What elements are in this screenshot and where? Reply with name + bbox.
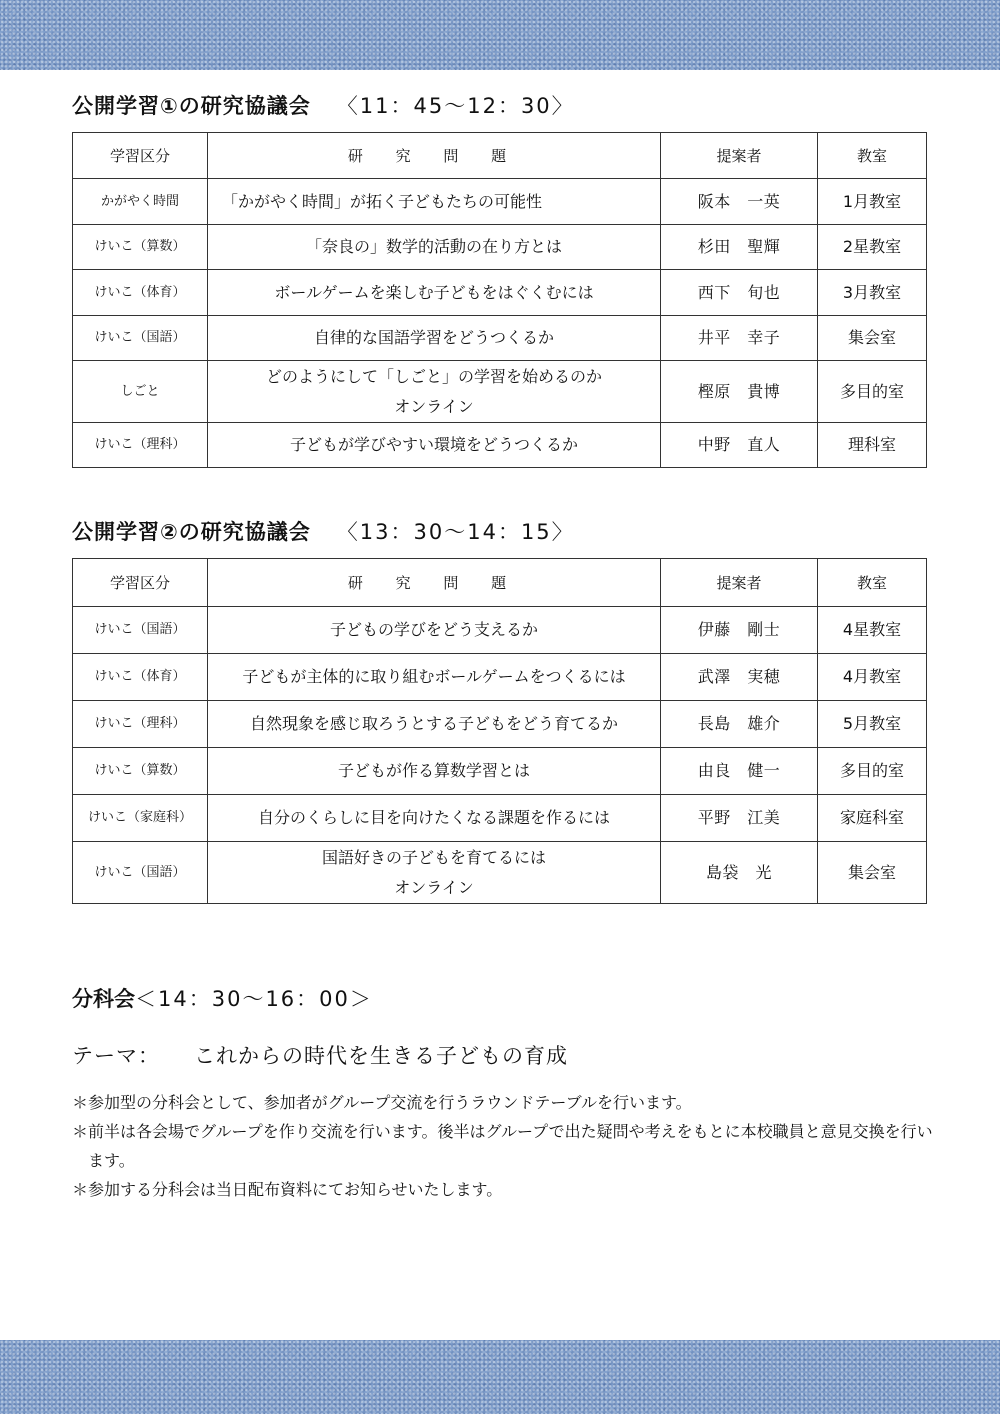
row-presenter: 島袋 光	[661, 842, 818, 904]
row-presenter: 井平 幸子	[661, 316, 818, 361]
session2-table	[72, 558, 927, 904]
table-header-row	[73, 559, 927, 607]
row-topic: 子どもの学びをどう支えるか	[208, 607, 661, 654]
session1-time: 〈11：45〜12：30〉	[336, 94, 575, 118]
header-category: 学習区分	[73, 559, 208, 607]
row-category: けいこ（国語）	[73, 607, 208, 654]
note-item: ＊前半は各会場でグループを作り交流を行います。後半はグループで出た疑問や考えをもとに本校職員と意見交換を行います。	[72, 1122, 933, 1170]
decorative-bottom-band	[0, 1340, 1000, 1414]
theme-line	[72, 1040, 568, 1070]
session1-heading	[72, 90, 575, 120]
theme-label: テーマ：	[72, 1044, 160, 1068]
table-row	[73, 748, 927, 795]
row-topic: 子どもが学びやすい環境をどうつくるか	[208, 423, 661, 468]
header-category: 学習区分	[73, 133, 208, 179]
row-topic-line2: オンライン	[394, 396, 474, 416]
row-category: けいこ（理科）	[73, 423, 208, 468]
decorative-top-band	[0, 0, 1000, 70]
table-row	[73, 701, 927, 748]
row-topic: 自然現象を感じ取ろうとする子どもをどう育てるか	[208, 701, 661, 748]
row-category: けいこ（体育）	[73, 654, 208, 701]
table-row	[73, 842, 927, 904]
row-topic: ボールゲームを楽しむ子どもをはぐくむには	[208, 270, 661, 316]
row-topic	[208, 361, 661, 423]
row-presenter: 西下 旬也	[661, 270, 818, 316]
table-row	[73, 654, 927, 701]
header-topic: 研 究 問 題	[208, 133, 661, 179]
row-room: 2星教室	[818, 225, 927, 270]
table-row	[73, 795, 927, 842]
table-header-row	[73, 133, 927, 179]
row-room: 理科室	[818, 423, 927, 468]
row-room: 1月教室	[818, 179, 927, 225]
table-row	[73, 316, 927, 361]
row-presenter: 由良 健一	[661, 748, 818, 795]
row-category: けいこ（国語）	[73, 316, 208, 361]
row-topic-line1: 国語好きの子どもを育てるには	[321, 847, 546, 867]
row-room: 3月教室	[818, 270, 927, 316]
bunkakai-time: ＜14：30〜16：00＞	[135, 987, 373, 1011]
row-presenter: 中野 直人	[661, 423, 818, 468]
table-row	[73, 179, 927, 225]
table-row	[73, 270, 927, 316]
row-room: 多目的室	[818, 361, 927, 423]
row-category: けいこ（体育）	[73, 270, 208, 316]
table-row	[73, 607, 927, 654]
row-topic: 「かがやく時間」が拓く子どもたちの可能性	[208, 179, 661, 225]
row-presenter: 樫原 貴博	[661, 361, 818, 423]
session2-title: 公開学習②の研究協議会	[72, 520, 311, 544]
note-item: ＊参加型の分科会として、参加者がグループ交流を行うラウンドテーブルを行います。	[72, 1093, 692, 1112]
row-category: けいこ（国語）	[73, 842, 208, 904]
row-presenter: 伊藤 剛士	[661, 607, 818, 654]
bunkakai-title: 分科会	[72, 987, 135, 1011]
row-topic: 子どもが作る算数学習とは	[208, 748, 661, 795]
table-row	[73, 361, 927, 423]
notes-list	[72, 1088, 934, 1204]
bunkakai-heading	[72, 983, 373, 1013]
row-topic: 自律的な国語学習をどうつくるか	[208, 316, 661, 361]
header-topic: 研 究 問 題	[208, 559, 661, 607]
note-item: ＊参加する分科会は当日配布資料にてお知らせいたします。	[72, 1180, 503, 1199]
row-presenter: 阪本 一英	[661, 179, 818, 225]
header-presenter: 提案者	[661, 133, 818, 179]
row-room: 集会室	[818, 842, 927, 904]
table-row	[73, 423, 927, 468]
row-room: 5月教室	[818, 701, 927, 748]
row-topic	[208, 842, 661, 904]
row-room: 多目的室	[818, 748, 927, 795]
row-presenter: 平野 江美	[661, 795, 818, 842]
session1-title: 公開学習①の研究協議会	[72, 94, 311, 118]
row-presenter: 長島 雄介	[661, 701, 818, 748]
session2-heading	[72, 516, 575, 546]
row-topic-line1: どのようにして「しごと」の学習を始めるのか	[265, 366, 602, 386]
header-presenter: 提案者	[661, 559, 818, 607]
row-presenter: 杉田 聖輝	[661, 225, 818, 270]
header-room: 教室	[818, 559, 927, 607]
session2-time: 〈13：30〜14：15〉	[336, 520, 575, 544]
header-room: 教室	[818, 133, 927, 179]
row-category: けいこ（算数）	[73, 748, 208, 795]
row-category: かがやく時間	[73, 179, 208, 225]
row-topic-line2: オンライン	[394, 877, 474, 897]
row-presenter: 武澤 実穂	[661, 654, 818, 701]
row-topic: 子どもが主体的に取り組むボールゲームをつくるには	[208, 654, 661, 701]
session1-table	[72, 132, 927, 468]
row-category: けいこ（算数）	[73, 225, 208, 270]
row-room: 家庭科室	[818, 795, 927, 842]
row-room: 集会室	[818, 316, 927, 361]
table-row	[73, 225, 927, 270]
row-category: しごと	[73, 361, 208, 423]
row-room: 4星教室	[818, 607, 927, 654]
row-category: けいこ（理科）	[73, 701, 208, 748]
row-topic: 「奈良の」数学的活動の在り方とは	[208, 225, 661, 270]
row-room: 4月教室	[818, 654, 927, 701]
row-category: けいこ（家庭科）	[73, 795, 208, 842]
theme-text: これからの時代を生きる子どもの育成	[194, 1044, 568, 1068]
row-topic: 自分のくらしに目を向けたくなる課題を作るには	[208, 795, 661, 842]
